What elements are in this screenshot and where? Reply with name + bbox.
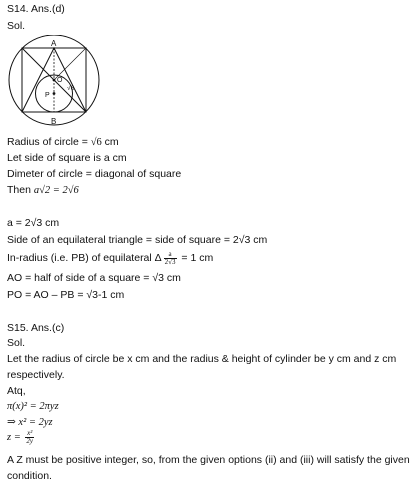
- equation-3: z = $\frac{\text{x²}}{2y}$: [7, 429, 34, 446]
- label-b: B: [51, 117, 57, 126]
- geometry-figure: [6, 35, 102, 129]
- s15-let-line2: respectively.: [7, 369, 65, 381]
- label-a: A: [51, 39, 57, 48]
- s14-sol-label: Sol.: [7, 20, 26, 32]
- label-o: O: [57, 77, 63, 84]
- inradius-text: In-radius (i.e. PB) of equilateral Δ $\frac{a}{2√3}$ = 1 cm: [7, 249, 214, 266]
- let-side-text: Let side of square is a cm: [7, 152, 127, 164]
- equation-2: ⇒ x² = 2yz: [7, 417, 53, 428]
- then-text: Then a√2 = 2√6: [7, 184, 79, 196]
- point-p: [53, 92, 56, 95]
- point-o: [53, 79, 56, 82]
- z-fraction: $\frac{\text{x²}}{2y}$: [26, 429, 34, 446]
- conclusion-line1: A Z must be positive integer, so, from the given options (ii) and (iii) will satisfy the given: [7, 454, 410, 466]
- side-triangle-text: Side of an equilateral triangle = side of square = 2√3 cm: [7, 234, 268, 246]
- label-sqrt6: √6: [67, 85, 75, 92]
- s15-heading: S15. Ans.(c): [7, 322, 65, 334]
- conclusion-line2: condition.: [7, 470, 52, 482]
- inradius-fraction: $\frac{a}{2√3}$: [164, 249, 176, 266]
- s15-sol-label: Sol.: [7, 337, 26, 349]
- radius-line: [54, 48, 86, 80]
- po-text: PO = AO – PB = √3-1 cm: [7, 289, 125, 301]
- s15-let-line1: Let the radius of circle be x cm and the radius & height of cylinder be y cm and z cm: [7, 353, 397, 365]
- a-value-text: a = 2√3 cm: [7, 217, 60, 229]
- atq-text: Atq,: [7, 385, 26, 397]
- s14-heading: S14. Ans.(d): [7, 3, 65, 15]
- ao-text: AO = half of side of a square = √3 cm: [7, 272, 181, 284]
- radius-line-text: Radius of circle = √6 cm: [7, 136, 119, 148]
- diameter-text: Dimeter of circle = diagonal of square: [7, 168, 182, 180]
- label-p: P: [45, 92, 50, 99]
- equation-1: π(x)² = 2πyz: [7, 401, 59, 412]
